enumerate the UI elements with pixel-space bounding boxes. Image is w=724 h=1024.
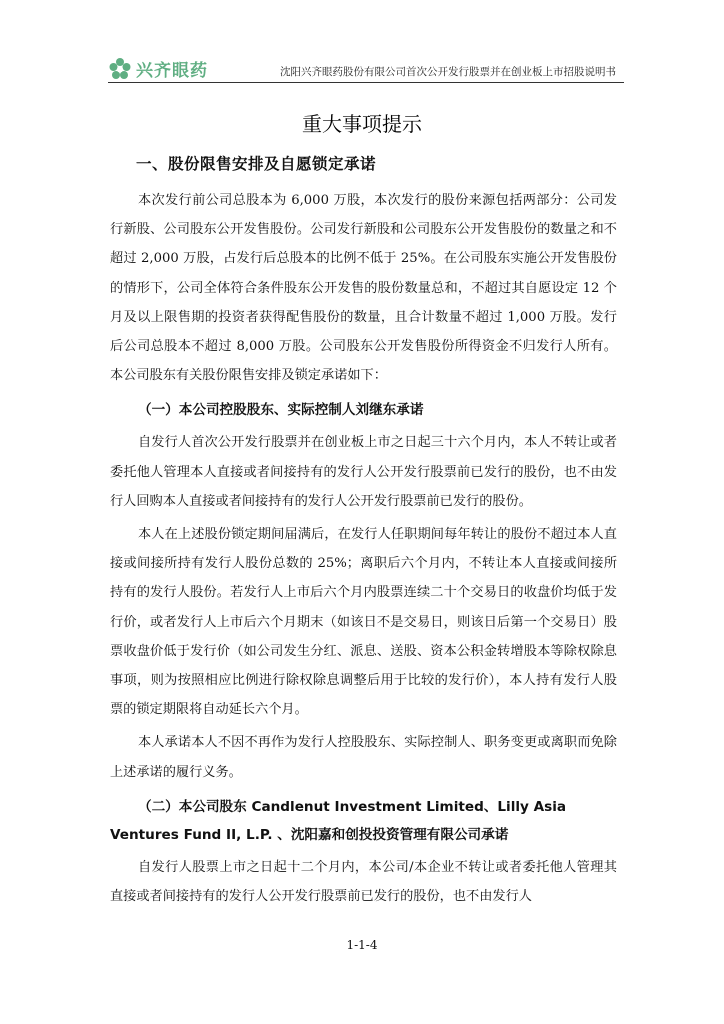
page-number: 1-1-4 <box>346 938 378 952</box>
paragraph: 本人在上述股份锁定期间届满后，在发行人任职期间每年转让的股份不超过本人直接或间接所持有发行人股份总数的 25%；离职后六个月内，不转让本人直接或间接所持有的发行人股份。若发行人上市后六个月内股票连续二十个交易日的收盘价均低于发行价，或者发行人上市后六个月期末（如该日不是交易日，则该日后第一个交易日）股票收盘价低于发行价（如公司发生分红、派息、送股、资本公积金转增股本等除权除息事项，则为按照相应比例进行除权除息调整后用于比较的发行价），本人持有发行人股票的锁定期限将自动延长六个月。 <box>110 527 617 718</box>
document-caption: 沈阳兴齐眼药股份有限公司首次公开发行股票并在创业板上市招股说明书 <box>280 66 616 78</box>
page-header <box>0 0 724 90</box>
paragraph: 自发行人首次公开发行股票并在创业板上市之日起三十六个月内，本人不转让或者委托他人管理本人直接或者间接持有的发行人公开发行股票前已发行的股份，也不由发行人回购本人直接或者间接持有的发行人公开发行股票前已发行的股份。 <box>110 435 617 509</box>
subsection-heading-2: （二）本公司股东 Candlenut Investment Limited、Lilly Asia Ventures Fund II, L.P. 、沈阳嘉和创投投资管理有限公司承诺 <box>110 798 567 843</box>
subsection-heading-1: （一）本公司控股股东、实际控制人刘继东承诺 <box>138 402 424 419</box>
paragraph: 本人承诺本人不因不再作为发行人控股股东、实际控制人、职务变更或离职而免除上述承诺的履行义务。 <box>110 735 617 780</box>
intro-paragraph: 本次发行前公司总股本为 6,000 万股，本次发行的股份来源包括两部分：公司发行新股、公司股东公开发售股份。公司发行新股和公司股东公开发售股份的数量之和不超过 2,000 万股，占发行后总股本的比例不低于 25%。在公司股东实施公开发售股份的情形下，公司全体符合条件股东公开发售的股份数量总和，不超过其自愿设定 12 个月及以上限售期的投资者获得配售股份的数量，且合计数量不超过 1,000 万股。发行后公司总股本不超过 8,000 万股。公司股东公开发售股份所得资金不归发行人所有。本公司股东有关股份限售安排及锁定承诺如下： <box>110 193 617 384</box>
flower-logo-icon <box>108 57 132 81</box>
section-heading: 一、股份限售安排及自愿锁定承诺 <box>136 155 377 173</box>
header-divider <box>108 82 624 83</box>
logo-text: 兴齐眼药 <box>136 61 208 81</box>
company-logo <box>108 56 208 81</box>
page-title: 重大事项提示 <box>302 112 422 136</box>
document-body <box>110 150 617 915</box>
paragraph: 自发行人股票上市之日起十二个月内，本公司/本企业不转让或者委托他人管理其直接或者间接持有的发行人公开发行股票前已发行的股份，也不由发行人 <box>110 859 617 905</box>
